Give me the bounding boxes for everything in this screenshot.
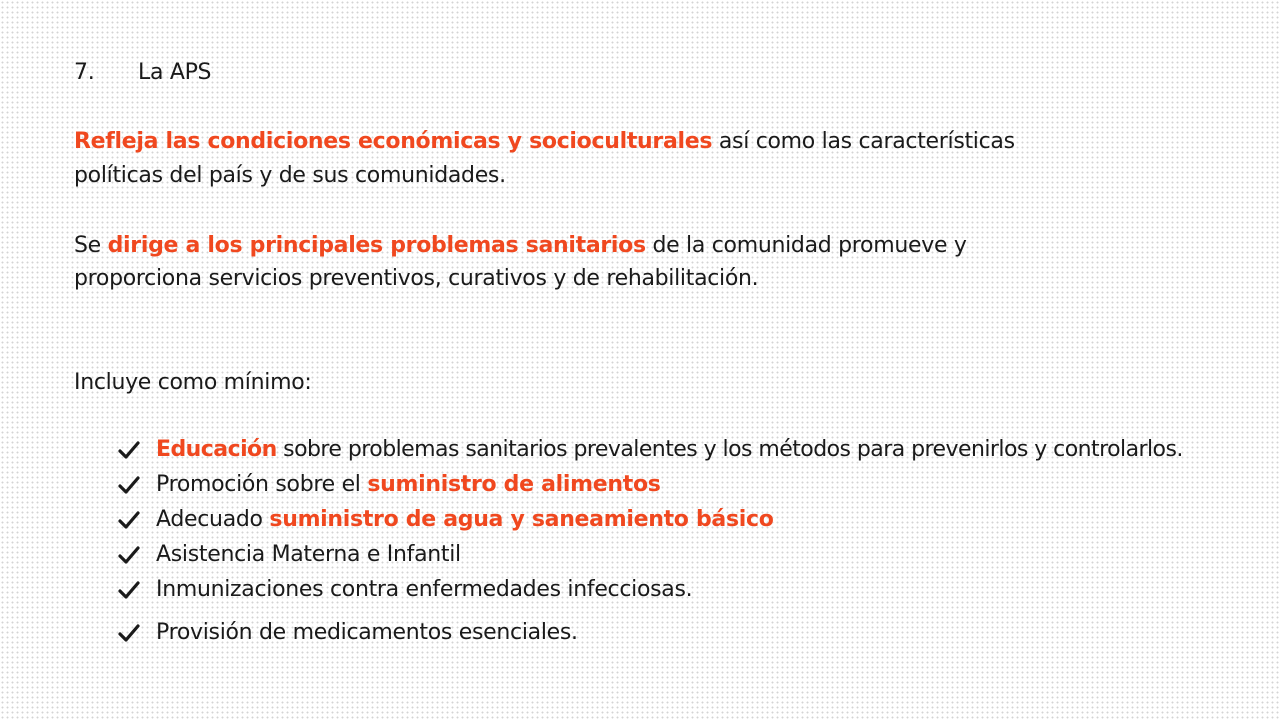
- paragraph-1-line-1: [74, 125, 1015, 159]
- water-sanitation-prefix: Adecuado: [156, 507, 270, 532]
- checkmark-icon: [118, 572, 144, 607]
- paragraph-2-highlight: dirige a los principales problemas sanitarios: [107, 233, 646, 258]
- paragraph-2-line-1-text: de la comunidad promueve y: [645, 233, 967, 258]
- immunizations-text: Inmunizaciones contra enfermedades infecciosas.: [156, 577, 693, 602]
- paragraph-2-line-2: proporciona servicios preventivos, curativos y de rehabilitación.: [74, 266, 759, 291]
- paragraph-2-prefix: Se: [74, 233, 108, 258]
- includes-label: Incluye como mínimo:: [74, 370, 312, 395]
- checkmark-icon: [118, 537, 144, 572]
- heading-title: La APS: [138, 60, 212, 85]
- checkmark-icon: [118, 502, 144, 537]
- list-item-medicines: [118, 615, 1268, 650]
- water-sanitation-highlight: suministro de agua y saneamiento básico: [269, 507, 774, 532]
- checkmark-icon: [118, 467, 144, 502]
- food-supply-prefix: Promoción sobre el: [156, 472, 368, 497]
- checkmark-icon: [118, 432, 144, 467]
- list-item-education: [118, 432, 1268, 467]
- paragraph-1-line-1-text: así como las características: [712, 129, 1015, 154]
- heading-number: 7.: [74, 60, 95, 85]
- list-item-immunizations: [118, 572, 1268, 607]
- education-highlight: Educación: [156, 437, 277, 462]
- medicines-text: Provisión de medicamentos esenciales.: [156, 620, 578, 645]
- checkmark-icon: [118, 615, 144, 650]
- list-item-water-sanitation: [118, 502, 1268, 537]
- paragraph-1-line-2: políticas del país y de sus comunidades.: [74, 163, 506, 188]
- education-text: sobre problemas sanitarios prevalentes y los métodos para prevenirlos y controlarlos.: [276, 437, 1183, 462]
- paragraph-1-highlight: Refleja las condiciones económicas y socioculturales: [74, 129, 713, 154]
- paragraph-2-line-1: [74, 229, 967, 263]
- maternal-care-text: Asistencia Materna e Infantil: [156, 542, 461, 567]
- list-item-maternal-care: [118, 537, 1268, 572]
- list-item-food-supply: [118, 467, 1268, 502]
- slide-heading: [74, 56, 211, 90]
- requirements-list: [118, 432, 1268, 650]
- food-supply-highlight: suministro de alimentos: [367, 472, 661, 497]
